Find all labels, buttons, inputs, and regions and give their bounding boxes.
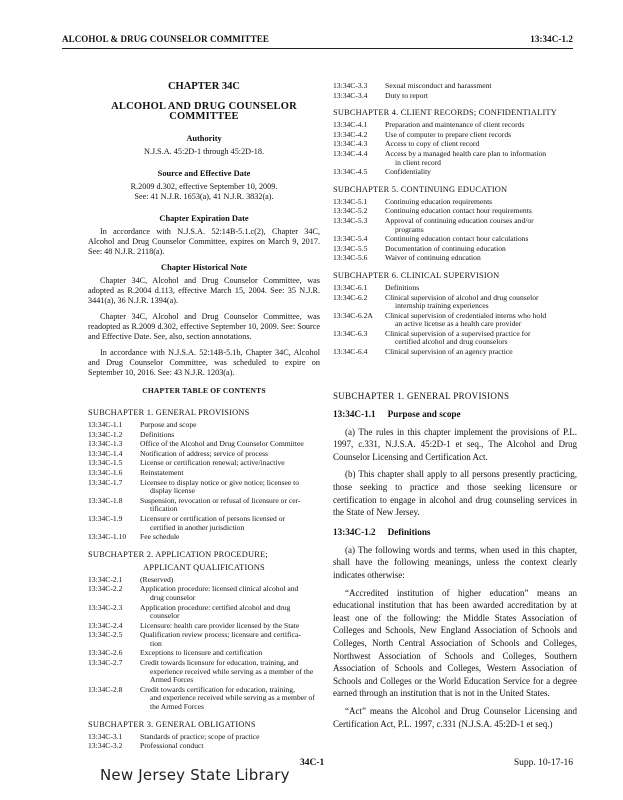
toc-entry-title-continuation: display license: [150, 486, 195, 496]
definition-act: “Act” means the Alcohol and Drug Counselor Licensing and Certification Act, P.L. 1997, c.331 (N.J.S.A. 45:2D-1 et seq.): [333, 705, 577, 729]
toc-entry: [88, 469, 320, 478]
toc-subchapter-6-list: [333, 284, 577, 357]
toc-entry-number: 13:34C-2.1: [88, 574, 123, 584]
toc-entry-title-text: Documentation of continuing education: [385, 243, 506, 253]
toc-entry-title: [385, 330, 577, 347]
toc-entry-title-continuation: internship training experiences: [395, 301, 489, 311]
toc-entry-title: [140, 459, 320, 468]
toc-entry-number: 13:34C-5.3: [333, 215, 368, 225]
toc-entry: [333, 235, 577, 244]
toc-entry: [88, 497, 320, 514]
toc-entry-title: [385, 348, 577, 357]
toc-entry-title-text: Use of computer to prepare client records: [385, 129, 512, 139]
toc-entry: [88, 459, 320, 468]
toc-entry-title-text: Qualification review process; licensure and certifica-: [140, 630, 301, 640]
toc-entry-title: [140, 733, 320, 742]
toc-entry-number: 13:34C-3.1: [88, 731, 123, 741]
toc-entry: [88, 585, 320, 602]
toc-entry-number: 13:34C-1.2: [88, 429, 123, 439]
toc-subchapter-2-title-line-2: APPLICANT QUALIFICATIONS: [143, 562, 265, 572]
toc-entry-number: 13:34C-2.3: [88, 602, 123, 612]
toc-entry-title: [140, 469, 320, 478]
toc-entry-number: 13:34C-2.8: [88, 684, 123, 694]
history-paragraph-2: Chapter 34C, Alcohol and Drug Counselor Committee, was readopted as R.2009 d.302, effective September 10, 2009. See: Source and Effective Date. See, also, section annotations.: [88, 312, 320, 341]
toc-entry-number: 13:34C-4.1: [333, 120, 368, 130]
source-heading: Source and Effective Date: [157, 169, 251, 178]
toc-entry-title-text: Clinical supervision of credentialed interns who hold: [385, 310, 547, 320]
toc-entry: [333, 312, 577, 329]
toc-entry-title: [385, 198, 577, 207]
toc-entry-title-text: Purpose and scope: [140, 420, 197, 429]
toc-entry-title-text: License or certification renewal; active/inactive: [140, 458, 285, 468]
toc-entry-title: [385, 217, 577, 234]
toc-entry-title-text: Reinstatement: [140, 467, 184, 477]
toc-entry: [333, 294, 577, 311]
toc-entry-title: [140, 497, 320, 514]
toc-entry-number: 13:34C-3.3: [333, 81, 368, 90]
running-header-section: 13:34C-1.2: [530, 34, 573, 44]
section-1-1-title: Purpose and scope: [387, 408, 461, 419]
toc-entry-title-text: Clinical supervision of alcohol and drug counselor: [385, 292, 539, 302]
toc-entry-title-text: Duty to report: [385, 90, 429, 100]
toc-entry-title: [140, 431, 320, 440]
toc-entry-title-text: Office of the Alcohol and Drug Counselor Committee: [140, 439, 304, 449]
toc-entry-number: 13:34C-6.4: [333, 347, 368, 357]
toc-subchapter-5-list: [333, 198, 577, 263]
toc-entry-title: [140, 742, 320, 751]
authority-text: N.J.S.A. 45:2D-1 through 45:2D-18.: [143, 147, 265, 156]
toc-entry-title-text: Definitions: [385, 282, 420, 292]
toc-entry-number: 13:34C-4.3: [333, 139, 368, 149]
toc-entry: [333, 131, 577, 140]
toc-entry-title-text: Continuing education requirements: [385, 196, 493, 206]
toc-entry: [88, 450, 320, 459]
section-1-2-number: 13:34C-1.2: [333, 526, 376, 537]
toc-entry-title-text: Access to copy of client record: [385, 139, 480, 149]
toc-entry-title: [140, 450, 320, 459]
toc-entry-title-text: (Reserved): [140, 574, 174, 584]
toc-subchapter-1-title: SUBCHAPTER 1. GENERAL PROVISIONS: [88, 408, 250, 417]
toc-entry-number: 13:34C-1.7: [88, 477, 123, 487]
toc-entry-title: [385, 254, 577, 263]
section-1-1-para-b: (b) This chapter shall apply to all persons presently practicing, those seeking to practice and those seeking licensure or certification to engage in alcohol and drug counseling services in the State of New Jersey.: [333, 469, 577, 518]
expiration-text: In accordance with N.J.S.A. 52:14B-5.1.c(2), Chapter 34C, Alcohol and Drug Counselor Committee, expires on March 9, 2017. See: 48 N.J.R. 2118(a).: [88, 227, 320, 256]
toc-entry: [333, 92, 577, 101]
section-1-2-para-a: (a) The following words and terms, when used in this chapter, shall have the following meanings, unless the context clearly indicates otherwise:: [333, 544, 577, 580]
toc-subchapter-4-list: [333, 121, 577, 177]
section-1-2-title: Definitions: [387, 526, 431, 537]
toc-entry-title-continuation: certified in another jurisdiction: [150, 522, 245, 532]
toc-entry-number: 13:34C-1.8: [88, 495, 123, 505]
toc-entry-title: [385, 140, 577, 149]
toc-entry: [333, 150, 577, 167]
section-1-2-heading: [333, 527, 577, 537]
toc-subchapter-6-title: SUBCHAPTER 6. CLINICAL SUPERVISION: [333, 270, 500, 280]
toc-entry-number: 13:34C-1.5: [88, 458, 123, 468]
toc-entry: [88, 479, 320, 496]
toc-entry-title-text: Definitions: [140, 429, 175, 439]
history-paragraph-1: Chapter 34C, Alcohol and Drug Counselor Committee, was adopted as R.2004 d.113, effective March 15, 2004. See: 35 N.J.R. 3441(a), 36 N.J.R. 1394(a).: [88, 276, 320, 305]
toc-entry-title-continuation: programs: [395, 224, 424, 234]
source-line-2: See: 41 N.J.R. 1653(a), 41 N.J.R. 3832(a).: [134, 192, 274, 201]
toc-entry: [333, 245, 577, 254]
toc-entry: [333, 217, 577, 234]
toc-entry: [333, 140, 577, 149]
toc-subchapter-3-list-b: [333, 82, 577, 100]
toc-entry-title: [140, 604, 320, 621]
toc-entry-title-text: Access by a managed health care plan to information: [385, 148, 547, 158]
toc-entry-number: 13:34C-2.4: [88, 620, 123, 630]
body-subchapter-heading: SUBCHAPTER 1. GENERAL PROVISIONS: [333, 390, 510, 401]
toc-entry-number: 13:34C-1.10: [88, 532, 127, 542]
toc-entry-title-text: Licensure or certification of persons licensed or: [140, 513, 286, 523]
toc-entry-number: 13:34C-3.2: [88, 741, 123, 751]
toc-entry-number: 13:34C-1.3: [88, 439, 123, 449]
toc-entry-number: 13:34C-6.2A: [333, 310, 373, 320]
toc-entry-title: [385, 207, 577, 216]
toc-entry: [88, 421, 320, 430]
toc-entry-title: [385, 294, 577, 311]
toc-entry-title: [385, 312, 577, 329]
toc-entry-title-continuation: certified alcohol and drug counselors: [395, 337, 508, 347]
toc-entry-number: 13:34C-2.7: [88, 658, 123, 668]
toc-entry-title: [385, 150, 577, 167]
left-column: [88, 82, 320, 759]
toc-entry: [88, 515, 320, 532]
toc-subchapter-2-title-line-1: SUBCHAPTER 2. APPLICATION PROCEDURE;: [88, 549, 268, 559]
toc-entry-number: 13:34C-6.2: [333, 292, 368, 302]
toc-entry-title-continuation: an active license as a health care provider: [395, 319, 522, 329]
toc-entry-title: [140, 631, 320, 648]
toc-entry-title-continuation: tion: [150, 638, 162, 648]
toc-entry-number: 13:34C-1.4: [88, 448, 123, 458]
toc-entry-title-text: Professional conduct: [140, 741, 204, 751]
toc-entry-title-text: Confidentiality: [385, 167, 431, 177]
toc-entry-number: 13:34C-2.6: [88, 648, 123, 658]
toc-entry-number: 13:34C-4.5: [333, 167, 368, 177]
toc-entry-title-text: Standards of practice; scope of practice: [140, 731, 260, 741]
toc-entry-number: 13:34C-4.2: [333, 129, 368, 139]
toc-entry-title: [140, 515, 320, 532]
toc-entry-title-text: Credit towards certification for education, training,: [140, 684, 295, 694]
toc-entry-number: 13:34C-4.4: [333, 148, 368, 158]
toc-entry-title: [140, 686, 320, 712]
toc-subchapter-3-list-a: [88, 733, 320, 751]
history-paragraph-3: In accordance with N.J.S.A. 52:14B-5.1b, Chapter 34C, Alcohol and Drug Counselor Committee, was scheduled to expire on September 10, 2016. See: 43 N.J.R. 1203(a).: [88, 348, 320, 377]
source-line-1: R.2009 d.302, effective September 10, 2009.: [130, 182, 278, 191]
toc-entry-title: [140, 533, 320, 542]
toc-entry-title-text: Application procedure: licensed clinical alcohol and: [140, 584, 299, 594]
running-header-title: ALCOHOL & DRUG COUNSELOR COMMITTEE: [62, 34, 269, 44]
toc-entry-title: [140, 622, 320, 631]
toc-entry-number: 13:34C-5.4: [333, 234, 368, 244]
toc-entry: [88, 659, 320, 685]
toc-entry-title-text: Application procedure: certified alcohol and drug: [140, 602, 291, 612]
toc-entry-title: [385, 121, 577, 130]
toc-entry: [88, 431, 320, 440]
toc-entry-number: 13:34C-2.2: [88, 584, 123, 594]
toc-entry-title-text: Sexual misconduct and harassment: [385, 81, 492, 90]
toc-entry: [88, 622, 320, 631]
toc-entry-title: [140, 585, 320, 602]
toc-entry: [88, 533, 320, 542]
toc-subchapter-1-list: [88, 421, 320, 542]
toc-entry-number: 13:34C-1.1: [88, 420, 123, 429]
toc-entry-title: [140, 440, 320, 449]
toc-entry-title-continuation: in client record: [395, 157, 441, 167]
toc-entry-title: [140, 649, 320, 658]
toc-entry-title-text: Continuing education contact hour calculations: [385, 234, 529, 244]
toc-entry-title: [140, 576, 320, 585]
right-column: [333, 82, 577, 735]
toc-entry: [333, 207, 577, 216]
toc-entry-title-text: Continuing education contact hour requirements: [385, 206, 532, 216]
toc-entry-title: [140, 479, 320, 496]
toc-entry: [333, 198, 577, 207]
toc-entry-title-text: Notification of address; service of process: [140, 448, 268, 458]
toc-entry-title-text: Clinical supervision of a supervised practice for: [385, 328, 531, 338]
toc-entry-title-text: Licensure: health care provider licensed by the State: [140, 620, 300, 630]
page-number: 34C-1: [300, 758, 325, 768]
toc-entry-title-continuation: and experience received while serving as a member of the Armed Forces: [150, 693, 315, 712]
toc-entry: [88, 576, 320, 585]
toc-subchapter-5-title: SUBCHAPTER 5. CONTINUING EDUCATION: [333, 184, 508, 194]
library-stamp: New Jersey State Library: [100, 766, 290, 784]
toc-entry-number: 13:34C-3.4: [333, 90, 368, 100]
toc-entry: [333, 348, 577, 357]
header-rule: [62, 48, 573, 49]
toc-entry-title-continuation: tification: [150, 504, 178, 514]
toc-entry: [88, 440, 320, 449]
authority-heading: Authority: [186, 134, 222, 143]
toc-entry-title-text: Licensee to display notice or give notice; licensee to: [140, 477, 299, 487]
toc-entry-number: 13:34C-1.9: [88, 513, 123, 523]
toc-entry: [88, 733, 320, 742]
toc-entry-title: [385, 131, 577, 140]
toc-entry-title-text: Clinical supervision of an agency practice: [385, 347, 513, 357]
section-1-1-para-a: (a) The rules in this chapter implement the provisions of P.L. 1997, c.331, N.J.S.A. 45:2D-1 et seq., The Alcohol and Drug Counselor Licensing and Certification Act.: [333, 426, 577, 462]
toc-entry-number: 13:34C-6.1: [333, 282, 368, 292]
toc-entry-number: 13:34C-6.3: [333, 328, 368, 338]
toc-entry-number: 13:34C-5.5: [333, 243, 368, 253]
section-1-1-heading: [333, 409, 577, 419]
toc-entry: [333, 254, 577, 263]
toc-entry-title: [385, 245, 577, 254]
toc-entry-title: [385, 284, 577, 293]
definition-accredited-institution: “Accredited institution of higher education” means an educational institution that has been awarded accreditation by at least one of the following: the Middle States Association of Colleges and Schools, New England Association of Schools and Colleges, North Central Association of Schools and Colleges, Northwest Association of Schools and Colleges, Southern Association of Schools and Colleges, Western Association of Schools and Colleges or the World Education Service for a degree earned through an institution that is not in the United States.: [333, 587, 577, 699]
toc-entry-title-text: Waiver of continuing education: [385, 253, 481, 263]
history-heading: Chapter Historical Note: [161, 263, 247, 272]
toc-subchapter-3-title: SUBCHAPTER 3. GENERAL OBLIGATIONS: [88, 719, 256, 729]
toc-entry-title: [140, 421, 320, 430]
toc-entry-title: [385, 92, 577, 101]
toc-subchapter-4-title: SUBCHAPTER 4. CLIENT RECORDS; CONFIDENTIALITY: [333, 108, 558, 118]
toc-entry-number: 13:34C-5.6: [333, 253, 368, 263]
toc-entry-title: [385, 168, 577, 177]
toc-entry-title-text: Preparation and maintenance of client records: [385, 120, 525, 130]
toc-entry-number: 13:34C-1.6: [88, 467, 123, 477]
toc-entry-title: [140, 659, 320, 685]
toc-entry: [333, 121, 577, 130]
toc-entry: [333, 330, 577, 347]
toc-entry-title-text: Credit towards licensure for education, training, and: [140, 658, 299, 668]
toc-entry: [88, 631, 320, 648]
toc-entry-title-text: Fee schedule: [140, 532, 180, 542]
chapter-number: CHAPTER 34C: [167, 81, 241, 92]
toc-entry: [333, 284, 577, 293]
toc-entry: [88, 649, 320, 658]
toc-entry-title-continuation: experience received while serving as a member of the Armed Forces: [150, 666, 314, 685]
toc-entry-number: 13:34C-5.1: [333, 196, 368, 206]
chapter-title: ALCOHOL AND DRUG COUNSELOR COMMITTEE: [111, 101, 297, 122]
section-1-1-number: 13:34C-1.1: [333, 408, 376, 419]
toc-entry-title-continuation: counselor: [150, 611, 180, 621]
expiration-heading: Chapter Expiration Date: [159, 214, 249, 223]
toc-entry: [333, 82, 577, 91]
toc-entry: [333, 168, 577, 177]
toc-entry-title-text: Exceptions to licensure and certification: [140, 648, 263, 658]
toc-entry-number: 13:34C-2.5: [88, 630, 123, 640]
toc-subchapter-2-list: [88, 576, 320, 712]
running-header: [62, 34, 573, 48]
toc-entry: [88, 604, 320, 621]
toc-heading: CHAPTER TABLE OF CONTENTS: [142, 386, 266, 395]
toc-entry-title-text: Approval of continuing education courses and/or: [385, 215, 534, 225]
supplement-date: Supp. 10-17-16: [513, 758, 573, 768]
toc-entry-title: [385, 235, 577, 244]
toc-entry: [88, 742, 320, 751]
toc-entry-title-text: Suspension, revocation or refusal of licensure or cer-: [140, 495, 301, 505]
toc-entry-title: [385, 82, 577, 91]
toc-entry: [88, 686, 320, 712]
toc-entry-title-continuation: drug counselor: [150, 592, 196, 602]
toc-entry-number: 13:34C-5.2: [333, 206, 368, 216]
